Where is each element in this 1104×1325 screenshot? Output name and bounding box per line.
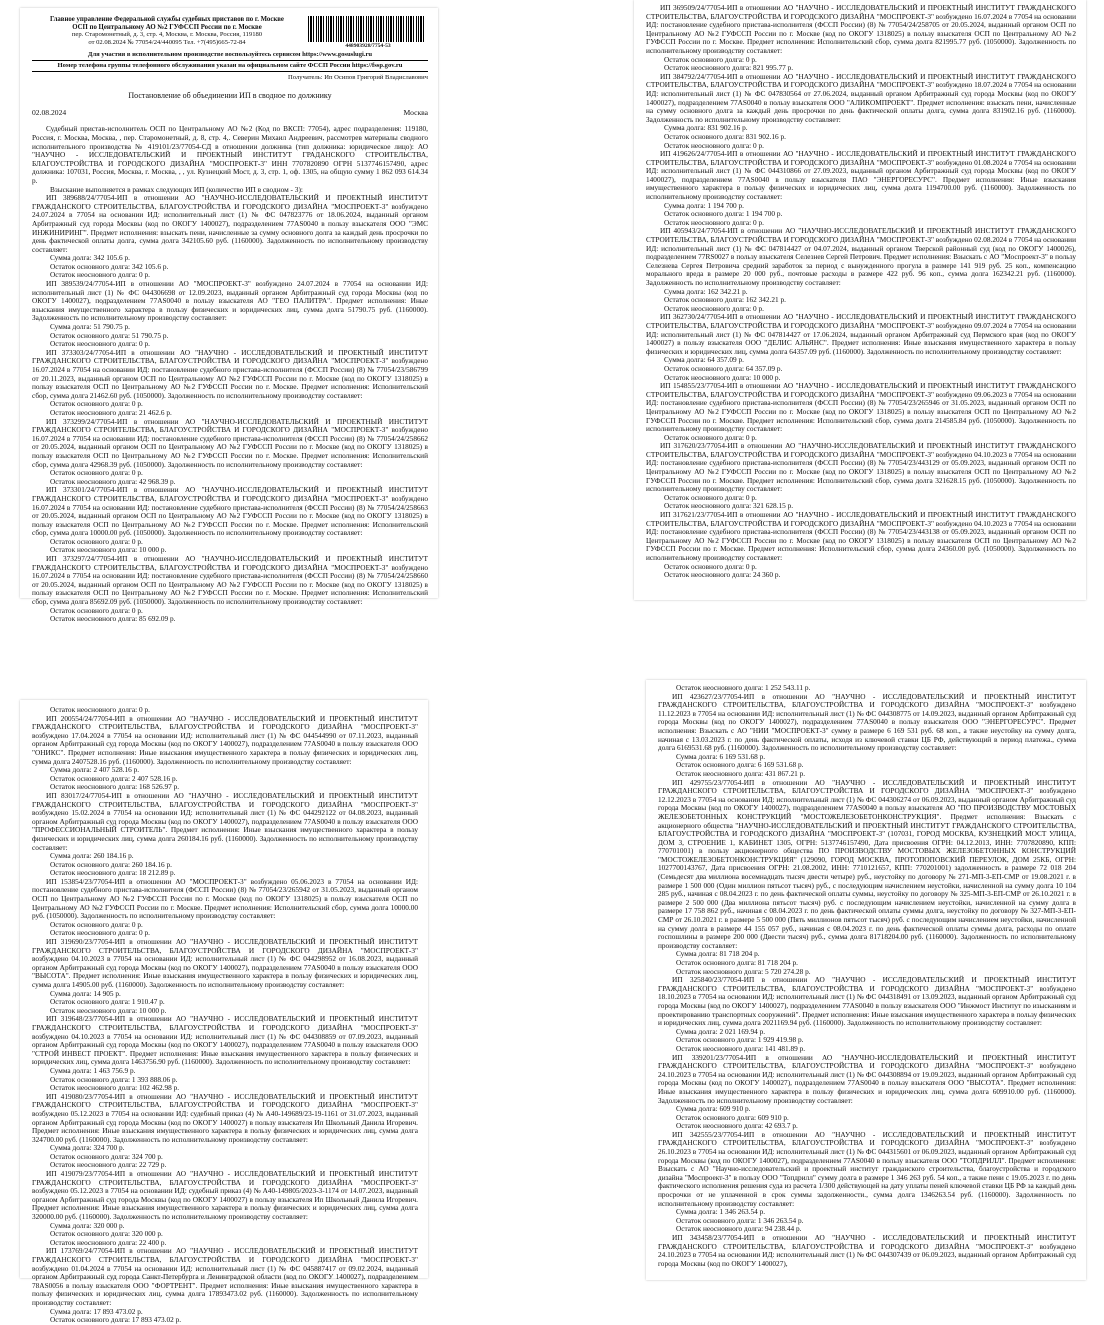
proceeding-block — [32, 1247, 418, 1324]
proceeding-block — [32, 715, 418, 792]
recipient-line: Получатель: Ип Осипов Григорий Владиславович — [288, 73, 428, 81]
proceeding-description: ИП 373301/24/77054-ИП в отношении АО "НАУЧНО-ИССЛЕДОВАТЕЛЬСКИЙ И ПРОЕКТНЫЙ ИНСТИТУТ ГРАЖДАНСКОГО СТРОИТЕЛЬСТВА, БЛАГОУСТРОЙСТВА И ГОРОДСКОГО ДИЗАЙНА "МОСПРОЕКТ-3" возбуждено 16.07.2024 в 77054 на основании ИД: постановление судебного пристава-исполнителя (ФССП России) (8) № 77054/24/258663 от 20.05.2024, выданный органом ОСП по Центральному АО №2 ГУФССП России по г. Москве (код по ОКОГУ 1318025) в пользу взыскателя ОСП по Центральному АО №2 ГУФССП России по г. Москве. Предмет исполнения: Исполнительский сбор, сумма долга 10000.00 руб. (1050000). Задолженность по исполнительному производству составляет: — [32, 485, 428, 538]
divider — [32, 71, 428, 72]
proceeding-description: ИП 384792/24/77054-ИП в отношении АО "НАУЧНО - ИССЛЕДОВАТЕЛЬСКИЙ И ПРОЕКТНЫЙ ИНСТИТУТ ГРАЖДАНСКОГО СТРОИТЕЛЬСТВА, БЛАГОУСТРОЙСТВА И ГОРОДСКОГО ДИЗАЙНА "МОСПРОЕКТ-3" возбуждено 18.07.2024 в 77054 на основании ИД: исполнительный лист (1) № ФС 047830564 от 27.06.2024, выданный органом Арбитражный суд города Москвы (код по ОКОГУ 1400027), подразделением 77AS0040 в пользу взыскателя ООО "АЛИКОМПРОЕКТ". Предмет исполнения: взыскать пени, начисленные на сумму основного долга за каждый день просрочки по день фактической оплаты долга, сумма долга 831902.16 руб. (1160000). Задолженность по исполнительному производству составляет: — [646, 71, 1076, 124]
document-page-3 — [20, 700, 428, 1325]
debt-line: Сумма долга: 51 790.75 р. — [50, 322, 130, 332]
proceeding-description: ИП 389539/24/77054-ИП в отношении АО "МОСПРОЕКТ-3" возбуждено 24.07.2024 в 77054 на основании ИД: исполнительный лист (1) № ФС 044306698 от 12.09.2023, выданный органом Арбитражный суд города Москвы (код по ОКОГУ 1400027), подразделением 77AS0040 в пользу взыскателя АО "ГЕО ПАЛИТРА". Предмет исполнения: Иные взыскания имущественного характера в пользу физических и юридических лиц, сумма долга 51790.75 руб. (1160000). Задолженность по исполнительному производству составляет: — [32, 279, 428, 323]
debt-line: Остаток основного долга: 0 р. — [664, 432, 757, 442]
debt-line: Остаток неосновного долга: 431 867.21 р. — [676, 768, 806, 778]
proceeding-block — [646, 511, 1076, 580]
debt-line: Сумма долга: 609 910 р. — [676, 1104, 751, 1114]
proceeding-description: ИП 423627/23/77054-ИП в отношении АО "НАУЧНО - ИССЛЕДОВАТЕЛЬСКИЙ И ПРОЕКТНЫЙ ИНСТИТУТ ГРАЖДАНСКОГО СТРОИТЕЛЬСТВА, БЛАГОУСТРОЙСТВА И ГОРОДСКОГО ДИЗАЙНА "МОСПРОЕКТ-3" возбуждено 11.12.2023 в 77054 на основании ИД: исполнительный лист (1) № ФС 044308775 от 14.09.2023, выданный органом Арбитражный суд города Москвы (код по ОКОГУ 1400027), подразделением 77AS0040 в пользу взыскателя ООО "ЭНЕРГОРЕСУРС". Предмет исполнения: Взыскать с АО "НИИ "МОСПРОЕКТ-3" сумму в размере 6 169 531 руб. 68 коп., а также неустойку на сумму долга, начиная с 13.03.2023 г. по день фактической оплаты, исходя из ключевой ставки ЦБ РФ, действующий в период платежа., сумма долга 6169531.68 руб. (1160000). Задолженность по исполнительному производству составляет: — [658, 691, 1076, 753]
debt-line: Остаток неосновного долга: 85 692.09 р. — [50, 614, 176, 624]
proceeding-block — [646, 4, 1076, 73]
proceeding-description: ИП 317621/23/77054-ИП в отношении АО "НАУЧНО - ИССЛЕДОВАТЕЛЬСКИЙ И ПРОЕКТНЫЙ ИНСТИТУТ ГРАЖДАНСКОГО СТРОИТЕЛЬСТВА, БЛАГОУСТРОЙСТВА И ГОРОДСКОГО ДИЗАЙНА "МОСПРОЕКТ-3" возбуждено 04.10.2023 в 77054 на основании ИД: постановление судебного пристава-исполнителя (ФССП России) (8) № 77054/23/443138 от 05.09.2023, выданный органом ОСП по Центральному АО №2 ГУФССП России по г. Москве (код по ОКОГУ 1318025) в пользу взыскателя ОСП по Центральному АО №2 ГУФССП России по г. Москве. Предмет исполнения: Исполнительский сбор, сумма долга 24360.00 руб. (1050000). Задолженность по исполнительному производству составляет: — [646, 510, 1076, 562]
debt-line: Остаток основного долга: 6 169 531.68 р. — [676, 760, 804, 770]
proceeding-block — [32, 486, 428, 555]
intro-paragraph: Судебный пристав-исполнитель ОСП по Центральному АО №2 (Код по ВКСП: 77054), адрес подразделения: 119180, Россия, г. Москва, Москва, , пер. Старомонетный, д. 8, стр. 4,. Северин Михаил Андреевич, рассмотрев материалы сводного исполнительного производства № 419101/23/77054-СД в отношении должника (тип должника: юридическое лицо): АО "НАУЧНО - ИССЛЕДОВАТЕЛЬСКИЙ И ПРОЕКТНЫЙ ИНСТИТУТ ГРАДАНСКОГО СТРОИТЕЛЬСТВА, БЛАГОУСТРОЙСТВА И ГОРОДСКОГО ДИЗАЙНА "МОСПРОЕКТ-3" ИНН 7707820890 ОГРН 5137746157490, адрес должника: 107031, Россия, Москва, г. Москва, , , ул. Кузнецкий Мост, д. 3, стр. 1, оф. 1305, на общую сумму 1 862 093 614.34 р. — [32, 124, 428, 185]
document-title: Постановление об объединении ИП в сводное по должнику — [128, 91, 332, 101]
debt-line: Сумма долга: 1 194 700 р. — [664, 200, 744, 210]
debt-line: Сумма долга: 260 184.16 р. — [50, 851, 134, 861]
proceedings-list — [32, 715, 418, 1325]
debt-line: Остаток неосновного долга: 102 462.98 р. — [50, 1083, 180, 1093]
proceeding-block — [32, 555, 428, 624]
debt-line: Сумма долга: 342 105.6 р. — [50, 253, 130, 263]
debt-line: Сумма долга: 320 000 р. — [50, 1220, 125, 1230]
proceeding-description: ИП 342555/23/77054-ИП в отношении АО "НАУЧНО - ИССЛЕДОВАТЕЛЬСКИЙ И ПРОЕКТНЫЙ ИНСТИТУТ ГРАЖДАНСКОГО СТРОИТЕЛЬСТВА, БЛАГОУСТРОЙСТВА И ГОРОДСКОГО ДИЗАЙНА "МОСПРОЕКТ-3" возбуждено 26.10.2023 в 77054 на основании ИД: исполнительный лист (1) № ФС 044315601 от 06.09.2023, выданный органом Арбитражный суд города Москвы (код по ОКОГУ 1400027), подразделением 77AS0040 в пользу взыскателя ООО "ТОПДРИЛЛ". Предмет исполнения: Взыскать с АО "Научно-исследовательский и проектный институт гражданского строительства, благоустройства и городского дизайна "Моспроект-3" в пользу ООО "Топдрилл" сумму долга в размере 1 346 263 руб. 54 коп., а также пени с 19.05.2023 г. по день фактического исполнения решения суда из расчета 1/300 действующей на дату уплаты пеней ключевой ставки ЦБ РФ за каждый день просрочки от не уплаченной в срок суммы задолженности., сумма долга 1346263.54 руб. (1160000). Задолженность по исполнительному производству составляет: — [658, 1129, 1076, 1208]
debt-line: Остаток неосновного долга: 5 720 274.28 р. — [676, 966, 811, 976]
proceeding-description: ИП 325840/23/77054-ИП в отношении АО "НАУЧНО - ИССЛЕДОВАТЕЛЬСКИЙ И ПРОЕКТНЫЙ ИНСТИТУТ ГРАЖДАНСКОГО СТРОИТЕЛЬСТВА, БЛАГОУСТРОЙСТВА И ГОРОДСКОГО ДИЗАЙНА "МОСПРОЕКТ-3" возбуждено 18.10.2023 в 77054 на основании ИД: исполнительный лист (1) № ФС 044318491 от 13.09.2023, выданный органом Арбитражный суд города Москвы (код по ОКОГУ 1400027), подразделением 77AS0040 в пользу взыскателя ООО "Инжмост Институт по изысканиям и проектированию транспортных сооружений". Предмет исполнения: Иные взыскания имущественного характера в пользу физических и юридических лиц, сумма долга 2021169.94 руб. (1160000). Задолженность по исполнительному производству составляет: — [658, 975, 1076, 1028]
debt-line: Остаток неосновного долга: 141 481.89 р. — [676, 1043, 806, 1053]
barcode-image — [308, 16, 426, 42]
debt-line: Остаток основного долга: 320 000 р. — [50, 1229, 163, 1239]
proceeding-block — [32, 938, 418, 1015]
debt-line: Сумма долга: 831 902.16 р. — [664, 123, 748, 133]
debt-line: Остаток основного долга: 0 р. — [50, 605, 143, 615]
proceeding-description: ИП 319690/23/77054-ИП в отношении АО "НАУЧНО - ИССЛЕДОВАТЕЛЬСКИЙ И ПРОЕКТНЫЙ ИНСТИТУТ ГРАЖДАНСКОГО СТРОИТЕЛЬСТВА, БЛАГОУСТРОЙСТВА И ГОРОДСКОГО ДИЗАЙНА "МОСПРОЕКТ-3" возбуждено 04.10.2023 в 77054 на основании ИД: исполнительный лист (1) № ФС 044298952 от 16.08.2023, выданный органом Арбитражный суд города Москвы (код по ОКОГУ 1400027), подразделением 77AS0040 в пользу взыскателя ООО "ВЫСОТА". Предмет исполнения: Иные взыскания имущественного характера в пользу физических и юридических лиц, сумма долга 14905.00 руб. (1160000). Задолженность по исполнительному производству составляет: — [32, 937, 418, 989]
phone-group-note: Номер телефона группы телефонного обслуживания указан на официальном сайте ФССП России https://fssp.gov.ru — [57, 61, 403, 69]
debt-line: Сумма долга: 14 905 р. — [50, 988, 121, 998]
proceeding-block — [658, 693, 1076, 779]
debt-line: Остаток неосновного долга: 0 р. — [50, 928, 150, 938]
document-city: Москва — [403, 107, 428, 117]
proceeding-description: ИП 343458/23/77054-ИП в отношении АО "НАУЧНО - ИССЛЕДОВАТЕЛЬСКИЙ И ПРОЕКТНЫЙ ИНСТИТУТ ГРАЖДАНСКОГО СТРОИТЕЛЬСТВА, БЛАГОУСТРОЙСТВА И ГОРОДСКОГО ДИЗАЙНА "МОСПРОЕКТ-3" возбуждено 24.10.2023 в 77054 на основании ИД: исполнительный лист (1) № ФС 044307439 от 06.09.2023, выданный органом Арбитражный суд города Москвы (код по ОКОГУ 1400027), — [658, 1233, 1076, 1268]
debt-line: Остаток основного долга: 342 105.6 р. — [50, 261, 169, 271]
proceeding-block — [646, 227, 1076, 313]
debt-line: Остаток неосновного долга: 0 р. — [50, 270, 150, 280]
debt-line: Остаток основного долга: 51 790.75 р. — [50, 330, 169, 340]
debt-line: Сумма долга: 2 021 169.94 р. — [676, 1026, 766, 1036]
debt-line: Остаток основного долга: 0 р. — [50, 919, 143, 929]
proceeding-description: ИП 389688/24/77054-ИП в отношении АО "НАУЧНО-ИССЛЕДОВАТЕЛЬСКИЙ И ПРОЕКТНЫЙ ИНСТИТУТ ГРАЖДАНСКОГО СТРОИТЕЛЬСТВА, БЛАГОУСТРОЙСТВА И ГОРОДСКОГО ДИЗАЙНА "МОСПРОЕКТ-3" возбуждено 24.07.2024 в 77054 на основании ИД: исполнительный лист (1) № ФС 047823776 от 18.06.2024, выданный органом Арбитражный суд города Москвы (код по ОКОГУ 1400027), подразделением 77AS0040 в пользу взыскателя ООО "ЭМС ИНЖИНИРИНГ". Предмет исполнения: взыскать пени, начисленные за сумму основного долга за каждый день просрочки по день фактической оплаты долга, сумма долга 342105.60 руб. (1160000). Задолженность по исполнительному производству составляет: — [32, 193, 428, 254]
debt-line: Остаток основного долга: 831 902.16 р. — [664, 131, 786, 141]
agency-name: Главное управление Федеральной службы судебных приставов по г. Москве — [50, 16, 284, 23]
debt-line: Сумма долга: 64 357.09 р. — [664, 355, 744, 365]
department-phone: от 02.08.2024 № 77054/24/440095 Тел. +7(495)665-72-84 — [88, 38, 246, 46]
debt-line: Остаток неосновного долга: 821 995.77 р. — [664, 63, 794, 73]
proceeding-block — [32, 1093, 418, 1170]
proceeding-block — [32, 418, 428, 487]
date-row — [32, 109, 428, 118]
proceeding-block — [658, 1234, 1076, 1268]
debt-line: Сумма долга: 1 346 263.54 р. — [676, 1207, 766, 1217]
proceeding-block — [658, 1131, 1076, 1234]
proceeding-block — [32, 194, 428, 280]
proceeding-description: ИП 419079/23/77054-ИП в отношении АО "НАУЧНО - ИССЛЕДОВАТЕЛЬСКИЙ И ПРОЕКТНЫЙ ИНСТИТУТ ГРАЖДАНСКОГО СТРОИТЕЛЬСТВА, БЛАГОУСТРОЙСТВА И ГОРОДСКОГО ДИЗАЙНА "МОСПРОЕКТ-3" возбуждено 05.12.2023 в 77054 на основании ИД: судебный приказ (4) № А40-149805/2023-3-1174 от 14.07.2023, выданный органом Арбитражный суд города Москвы (код по ОКОГУ 1400027) в пользу взыскателя Ип Школьный Данила Игоревич. Предмет исполнения: Иные взыскания имущественного характера в пользу физических и юридических лиц, сумма долга 320000.00 руб. (1160000). Задолженность по исполнительному производству составляет: — [32, 1169, 418, 1222]
proceeding-description: ИП 339201/23/77054-ИП в отношении АО "НАУЧНО-ИССЛЕДОВАТЕЛЬСКИЙ И ПРОЕКТНЫЙ ИНСТИТУТ ГРАЖДАНСКОГО СТРОИТЕЛЬСТВА, БЛАГОУСТРОЙСТВА И ГОРОДСКОГО ДИЗАЙНА "МОСПРОЕКТ-3" возбуждено 24.10.2023 в 77054 на основании ИД: исполнительный лист (1) № ФС 044308894 от 19.09.2023, выданный органом Арбитражный суд города Москвы (код по ОКОГУ 1400027), подразделением 77AS0040 в пользу взыскателя ООО "ВЫСОТА". Предмет исполнения: Иные взыскания имущественного характера в пользу физических и юридических лиц, сумма долга 609910.00 руб. (1160000). Задолженность по исполнительному производству составляет: — [658, 1052, 1076, 1105]
proceedings-list — [32, 194, 428, 624]
proceeding-description: ИП 419626/24/77054-ИП в отношении АО "НАУЧНО - ИССЛЕДОВАТЕЛЬСКИЙ И ПРОЕКТНЫЙ ИНСТИТУТ ГРАЖДАНСКОГО СТРОИТЕЛЬСТВА, БЛАГОУСТРОЙСТВА И ГОРОДСКОГО ДИЗАЙНА "МОСПРОЕКТ-3" возбуждено 01.08.2024 в 77054 на основании ИД: исполнительный лист (1) № ФС 044310866 от 27.09.2023, выданный органом Арбитражный суд города Москвы (код по ОКОГУ 1400027), подразделением 77AS0040 в пользу взыскателя ПАО "ЭНЕРГОРЕСУРС". Предмет исполнения: Иные взыскания имущественного характера в пользу физических и юридических лиц, сумма долга 1194700.00 руб. (1160000). Задолженность по исполнительному производству составляет: — [646, 149, 1076, 202]
department-name: ОСП по Центральному АО №2 ГУФССП России по г. Москве — [72, 23, 262, 31]
debt-line: Остаток основного долга: 1 393 888.06 р. — [50, 1074, 178, 1084]
debt-line: Сумма долга: 17 893 473.02 р. — [50, 1306, 143, 1316]
proceeding-description: ИП 317620/23/77054-ИП в отношении АО "НАУЧНО-ИССЛЕДОВАТЕЛЬСКИЙ И ПРОЕКТНЫЙ ИНСТИТУТ ГРАЖДАНСКОГО СТРОИТЕЛЬСТВА, БЛАГОУСТРОЙСТВА И ГОРОДСКОГО ДИЗАЙНА "МОСПРОЕКТ-3" возбуждено 04.10.2023 в 77054 на основании ИД: постановление судебного пристава-исполнителя (ФССП России) (8) № 77054/23/443129 от 05.09.2023, выданный органом ОСП по Центральному АО №2 ГУФССП России по г. Москве (код по ОКОГУ 1318025) в пользу взыскателя ОСП по Центральному АО №2 ГУФССП России по г. Москве. Предмет исполнения: Исполнительский сбор, сумма долга 321628.15 руб. (1050000). Задолженность по исполнительному производству составляет: — [646, 441, 1076, 494]
debt-line: Сумма долга: 2 407 528.16 р. — [50, 765, 140, 775]
debt-line: Остаток неосновного долга: 94 238.44 р. — [676, 1224, 802, 1234]
document-page-2 — [634, 0, 1086, 600]
debt-line: Остаток неосновного долга: 24 360 р. — [664, 570, 781, 580]
debt-line: Остаток неосновного долга: 42 693.7 р. — [676, 1121, 798, 1131]
debt-line: Остаток основного долга: 2 407 528.16 р. — [50, 773, 178, 783]
debt-line: Остаток неосновного долга: 0 р. — [50, 339, 150, 349]
debt-line: Сумма долга: 6 169 531.68 р. — [676, 751, 766, 761]
debt-line: Остаток неосновного долга: 22 729 р. — [50, 1160, 167, 1170]
debt-line: Остаток основного долга: 324 700 р. — [50, 1151, 163, 1161]
debt-line: Остаток основного долга: 0 р. — [50, 399, 143, 409]
debt-line: Сумма долга: 162 342.21 р. — [664, 286, 748, 296]
proceeding-description: ИП 373297/24/77054-ИП в отношении АО "НАУЧНО-ИССЛЕДОВАТЕЛЬСКИЙ И ПРОЕКТНЫЙ ИНСТИТУТ ГРАЖДАНСКОГО СТРОИТЕЛЬСТВА, БЛАГОУСТРОЙСТВА И ГОРОДСКОГО ДИЗАЙНА "МОСПРОЕКТ-3" возбуждено 16.07.2024 в 77054 на основании ИД: постановление судебного пристава-исполнителя (ФССП России) (8) № 77054/24/258660 от 20.05.2024, выданный органом ОСП по Центральному АО №2 ГУФССП России по г. Москве (код по ОКОГУ 1318025) в пользу взыскателя ОСП по Центральному АО №2 ГУФССП России по г. Москве. Предмет исполнения: Исполнительский сбор, сумма долга 85692.09 руб. (1050000). Задолженность по исполнительному производству составляет: — [32, 554, 428, 607]
debt-line: Остаток неосновного долга: 168 526.97 р. — [50, 782, 180, 792]
proceeding-block — [32, 280, 428, 349]
proceeding-block — [32, 349, 428, 418]
debt-line: Остаток неосновного долга: 18 212.89 р. — [50, 868, 176, 878]
document-date: 02.08.2024 — [32, 107, 67, 117]
proceeding-block — [32, 1015, 418, 1092]
letterhead — [32, 16, 428, 51]
letterhead-text — [32, 16, 302, 46]
debt-line: Остаток неосновного долга: 0 р. — [664, 140, 764, 150]
proceeding-block — [646, 442, 1076, 511]
debt-line: Сумма долга: 81 718 204 р. — [676, 949, 760, 959]
debt-line: Остаток основного долга: 64 357.09 р. — [664, 363, 783, 373]
proceeding-description: ИП 154855/23/77054-ИП в отношении АО "НАУЧНО - ИССЛЕДОВАТЕЛЬСКИЙ И ПРОЕКТНЫЙ ИНСТИТУТ ГРАЖДАНСКОГО СТРОИТЕЛЬСТВА, БЛАГОУСТРОЙСТВА И ГОРОДСКОГО ДИЗАЙНА "МОСПРОЕКТ-3" возбуждено 09.06.2023 в 77054 на основании ИД: постановление судебного пристава-исполнителя (ФССП России) (8) № 77054/23/265946 от 31.05.2023, выданный органом ОСП по Центральному АО №2 ГУФССП России по г. Москве (код по ОКОГУ 1318025) в пользу взыскателя ОСП по Центральному АО №2 ГУФССП России по г. Москве. Предмет исполнения: Исполнительский сбор, сумма долга 214585.84 руб. (1050000). Задолженность по исполнительному производству составляет: — [646, 381, 1076, 434]
debt-line: Остаток неосновного долга: 0 р. — [664, 217, 764, 227]
divider — [32, 60, 428, 61]
debt-line: Остаток основного долга: 162 342.21 р. — [664, 295, 786, 305]
debt-line: Остаток основного долга: 0 р. — [50, 468, 143, 478]
proceeding-block — [32, 1170, 418, 1247]
debt-line: Остаток неосновного долга: 21 462.6 р. — [50, 407, 172, 417]
proceeding-description: ИП 319648/23/77054-ИП в отношении АО "НАУЧНО - ИССЛЕДОВАТЕЛЬСКИЙ И ПРОЕКТНЫЙ ИНСТИТУТ ГРАЖДАНСКОГО СТРОИТЕЛЬСТВА, БЛАГОУСТРОЙСТВА И ГОРОДСКОГО ДИЗАЙНА "МОСПРОЕКТ-3" возбуждено 04.10.2023 в 77054 на основании ИД: исполнительный лист (1) № ФС 044308859 от 07.09.2023, выданный органом Арбитражный суд города Москвы (код по ОКОГУ 1400027), подразделением 77AS0040 в пользу взыскателя ООО "СТРОЙ ИНВЕСТ ПРОЕКТ". Предмет исполнения: Иные взыскания имущественного характера в пользу физических и юридических лиц, сумма долга 1463756.90 руб. (1160000). Задолженность по исполнительному производству составляет: — [32, 1014, 418, 1067]
proceeding-description: ИП 373299/24/77054-ИП в отношении АО "НАУЧНО-ИССЛЕДОВАТЕЛЬСКИЙ И ПРОЕКТНЫЙ ИНСТИТУТ ГРАЖДАНСКОГО СТРОИТЕЛЬСТВА, БЛАГОУСТРОЙСТВА И ГОРОДСКОГО ДИЗАЙНА "МОСПРОЕКТ-3" возбуждено 16.07.2024 в 77054 на основании ИД: постановление судебного пристава-исполнителя (ФССП России) (8) № 77054/24/258662 от 20.05.2024, выданный органом ОСП по Центральному АО №2 ГУФССП России по г. Москве (код по ОКОГУ 1318025) в пользу взыскателя ОСП по Центральному АО №2 ГУФССП России по г. Москве. Предмет исполнения: Исполнительский сбор, сумма долга 42968.39 руб. (1050000). Задолженность по исполнительному производству составляет: — [32, 416, 428, 469]
debt-line: Остаток основного долга: 1 929 419.98 р. — [676, 1035, 804, 1045]
proceeding-description: ИП 153854/23/77054-ИП в отношении АО "МОСПРОЕКТ-3" возбуждено 05.06.2023 в 77054 на основании ИД: постановление судебного пристава-исполнителя (ФССП России) (8) № 77054/23/265942 от 31.05.2023, выданный органом ОСП по Центральному АО №2 ГУФССП России по г. Москве (код по ОКОГУ 1318025) в пользу взыскателя ОСП по Центральному АО №2 ГУФССП России по г. Москве. Предмет исполнения: Исполнительский сбор, сумма долга 10000.00 руб. (1050000). Задолженность по исполнительному производству составляет: — [32, 876, 418, 921]
barcode-block — [308, 16, 428, 51]
debt-line: Остаток неосновного долга: 321 628.15 р. — [664, 501, 794, 511]
debt-line: Остаток основного долга: 1 194 700 р. — [664, 209, 783, 219]
gosuslugi-note: Для участия в исполнительном производстве воспользуйтесь сервисом https://www.gosuslugi.ru — [87, 50, 373, 58]
proceeding-description: ИП 369509/24/77054-ИП в отношении АО "НАУЧНО - ИССЛЕДОВАТЕЛЬСКИЙ И ПРОЕКТНЫЙ ИНСТИТУТ ГРАЖДАНСКОГО СТРОИТЕЛЬСТВА, БЛАГОУСТРОЙСТВА И ГОРОДСКОГО ДИЗАЙНА "МОСПРОЕКТ-3" возбуждено 16.07.2024 в 77054 на основании ИД: постановление судебного пристава-исполнителя (ФССП России) (8) № 77054/24/258705 от 20.05.2024, выданный органом ОСП по Центральному АО №2 ГУФССП России по г. Москве (код по ОКОГУ 1318025) в пользу взыскателя ОСП по Центральному АО №2 ГУФССП России по г. Москве. Предмет исполнения: Исполнительский сбор, сумма долга 821995.77 руб. (1050000). Задолженность по исполнительному производству составляет: — [646, 3, 1076, 55]
proceedings-list — [646, 4, 1076, 580]
proceeding-block — [658, 779, 1076, 977]
barcode-number: 448903928/7754-53 — [345, 43, 391, 49]
debt-line: Остаток неосновного долга: 0 р. — [664, 303, 764, 313]
proceeding-block — [32, 878, 418, 938]
debt-line: Остаток основного долга: 0 р. — [50, 536, 143, 546]
proceeding-description: ИП 405943/24/77054-ИП в отношении АО "НАУЧНО-ИССЛЕДОВАТЕЛЬСКИЙ И ПРОЕКТНЫЙ ИНСТИТУТ ГРАЖДАНСКОГО СТРОИТЕЛЬСТВА, БЛАГОУСТРОЙСТВА И ГОРОДСКОГО ДИЗАЙНА "МОСПРОЕКТ-3" возбуждено 02.08.2024 в 77054 на основании ИД: исполнительный лист (1) № ФС 047814427 от 04.07.2024, выданный органом Тверской районный суд (код по ОКОГУ 1400026), подразделением 77RS0027 в пользу взыскателя Селезнев Сергей Петрович. Предмет исполнения: Взыскать с АО "Моспроект-3" в пользу Селезнева Сергея Петровича средний заработок за период с вынужденного прогула в размере 141 919 руб. 25 коп., компенсацию морального вреда в размере 20 000 руб., почтовые расходы в размере 422 руб. 96 коп., сумма долга 162342.21 руб. (1160000). Задолженность по исполнительному производству составляет: — [646, 226, 1076, 287]
proceeding-block — [646, 382, 1076, 442]
proceeding-description: ИП 200554/24/77054-ИП в отношении АО "НАУЧНО - ИССЛЕДОВАТЕЛЬСКИЙ И ПРОЕКТНЫЙ ИНСТИТУТ ГРАЖДАНСКОГО СТРОИТЕЛЬСТВА, БЛАГОУСТРОЙСТВА И ГОРОДСКОГО ДИЗАЙНА "МОСПРОЕКТ-3" возбуждено 17.04.2024 в 77054 на основании ИД: исполнительный лист (1) № ФС 044544990 от 07.11.2023, выданный органом Арбитражный суд города Москвы (код по ОКОГУ 1400027), подразделением 77AS0040 в пользу взыскателя ООО "ОНИКС". Предмет исполнения: Иные взыскания имущественного характера в пользу физических и юридических лиц, сумма долга 2407528.16 руб. (1160000). Задолженность по исполнительному производству составляет: — [32, 713, 418, 766]
enforcement-line: Взыскание выполняется в рамках следующих ИП (количество ИП в сводном - 3): — [50, 184, 303, 194]
proceeding-block — [658, 1054, 1076, 1131]
debt-line: Сумма долга: 324 700 р. — [50, 1143, 125, 1153]
debt-line: Остаток основного долга: 0 р. — [664, 561, 757, 571]
document-page-4 — [646, 680, 1086, 1280]
debt-line: Остаток неосновного долга: 10 000 р. — [664, 372, 781, 382]
debt-line: Остаток основного долга: 260 184.16 р. — [50, 859, 172, 869]
document-page-1 — [20, 8, 438, 624]
proceeding-block — [658, 976, 1076, 1053]
debt-line: Сумма долга: 1 463 756.9 р. — [50, 1065, 136, 1075]
debt-line: Остаток неосновного долга: 10 000 р. — [50, 545, 167, 555]
debt-line: Остаток неосновного долга: 22 400 р. — [50, 1237, 167, 1247]
debt-line: Остаток основного долга: 0 р. — [664, 492, 757, 502]
proceedings-list — [658, 693, 1076, 1269]
proceeding-block — [646, 150, 1076, 227]
debt-line: Остаток основного долга: 0 р. — [664, 54, 757, 64]
debt-line: Остаток неосновного долга: 1 252 543.11 р. — [676, 683, 811, 692]
debt-line: Остаток неосновного долга: 42 968.39 р. — [50, 476, 176, 486]
proceeding-description: ИП 83017/24/77054-ИП в отношении АО "НАУЧНО - ИССЛЕДОВАТЕЛЬСКИЙ И ПРОЕКТНЫЙ ИНСТИТУТ ГРАЖДАНСКОГО СТРОИТЕЛЬСТВА, БЛАГОУСТРОЙСТВА И ГОРОДСКОГО ДИЗАЙНА "МОСПРОЕКТ-3" возбуждено 15.02.2024 в 77054 на основании ИД: исполнительный лист (1) № ФС 044292122 от 04.08.2023, выданный органом Арбитражный суд города Москвы (код по ОКОГУ 1400027), подразделением 77AS0040 в пользу взыскателя ООО "ПРОФЕССИОНАЛЬНЫЙ СТРОИТЕЛЬ". Предмет исполнения: Иные взыскания имущественного характера в пользу физических и юридических лиц, сумма долга 260184.16 руб. (1160000). Задолженность по исполнительному производству составляет: — [32, 790, 418, 852]
proceeding-description: ИП 362730/24/77054-ИП в отношении АО "НАУЧНО - ИССЛЕДОВАТЕЛЬСКИЙ И ПРОЕКТНЫЙ ИНСТИТУТ ГРАЖДАНСКОГО СТРОИТЕЛЬСТВА, БЛАГОУСТРОЙСТВА И ГОРОДСКОГО ДИЗАЙНА "МОСПРОЕКТ-3" возбуждено 09.07.2024 в 77054 на основании ИД: исполнительный лист (1) № ФС 047814427 от 17.06.2024, выданный органом Арбитражный суд Пермского края (код по ОКОГУ 1400027) в пользу взыскателя ООО "ДЕЛИС АЛЬЯНС". Предмет исполнения: Иные взыскания имущественного характера в пользу физических и юридических лиц, сумма долга 64357.09 руб. (1160000). Задолженность по исполнительному производству составляет: — [646, 312, 1076, 356]
proceeding-description: ИП 419080/23/77054-ИП в отношении АО "НАУЧНО - ИССЛЕДОВАТЕЛЬСКИЙ И ПРОЕКТНЫЙ ИНСТИТУТ ГРАЖДАНСКОГО СТРОИТЕЛЬСТВА, БЛАГОУСТРОЙСТВА И ГОРОДСКОГО ДИЗАЙНА "МОСПРОЕКТ-3" возбуждено 05.12.2023 в 77054 на основании ИД: судебный приказ (4) № А40-149689/23-19-1161 от 31.07.2023, выданный органом Арбитражный суд города Москвы (код по ОКОГУ 1400027) в пользу взыскателя Ип Школьный Данила Игоревич. Предмет исполнения: Иные взыскания имущественного характера в пользу физических и юридических лиц, сумма долга 324700.00 руб. (1160000). Задолженность по исполнительному производству составляет: — [32, 1091, 418, 1144]
proceeding-block — [646, 73, 1076, 150]
proceeding-block — [32, 792, 418, 878]
proceeding-description: ИП 429755/23/77054-ИП в отношении АО "НАУЧНО - ИССЛЕДОВАТЕЛЬСКИЙ И ПРОЕКТНЫЙ ИНСТИТУТ ГРАЖДАНСКОГО СТРОИТЕЛЬСТВА, БЛАГОУСТРОЙСТВА И ГОРОДСКОГО ДИЗАЙНА "МОСПРОЕКТ-3" возбуждено 12.12.2023 в 77054 на основании ИД: исполнительный лист (1) № ФС 044306274 от 06.09.2023, выданный органом Арбитражный суд города Москвы (код по ОКОГУ 1400027), подразделением 77AS0040 в пользу взыскателя АО "ПО ПРОИЗВОДСТВУ МОСТОВЫХ ЖЕЛЕЗОБЕТОННЫХ КОНСТРУКЦИЙ "МОСТОЖЕЛЕЗОБЕТОНКОНСТРУКЦИЯ". Предмет исполнения: Взыскать с акционерного общества "НАУЧНО-ИССЛЕДОВАТЕЛЬСКИЙ И ПРОЕКТНЫЙ ИНСТИТУТ ГРАЖДАНСКОГО СТРОИТЕЛЬСТВА, БЛАГОУСТРОЙСТВА И ГОРОДСКОГО ДИЗАЙНА "МОСПРОЕКТ-3" (107031, ГОРОД МОСКВА, КУЗНЕЦКИЙ МОСТ УЛИЦА, ДОМ 3, СТРОЕНИЕ 1, КАБИНЕТ 1305, ОГРН: 5137746157490, Дата присвоения ОГРН: 04.12.2013, ИНН: 7707820890, КПП: 770701001) в пользу акционерного общества ПО ПРОИЗВОДСТВУ МОСТОВЫХ ЖЕЛЕЗОБЕТОННЫХ КОНСТРУКЦИЙ "МОСТОЖЕЛЕЗОБЕТОНКОНСТРУКЦИЯ" (129090, ГОРОД МОСКВА, ПРОТОПОПОВСКИЙ ПЕРЕУЛОК, ДОМ 25КБ, ОГРН: 1027700143767, Дата присвоения ОГРН: 21.08.2002, ИНН: 7710121657, КПП: 770201001) задолженность в размере 72 018 204 (Семьдесят два миллиона восемнадцать тысяч двести четыре) руб., неустойку по договору № 271-МП-3-ЕП-СМР от 19.08.2021 г. в размере 1 500 000 (Один миллион пятьсот тысяч) руб., с последующим начислением неустойки, начисленной на сумму долга 10 104 285 руб., начиная с 08.04.2023 г. по день фактической оплаты суммы, неустойку по договору № 325-МП-3-ЕП-СМР от 26.10.2021 г. в размере 2 500 000 (Два миллиона пятьсот тысяч) руб. с последующим начислением неустойки, начисленной на сумму долга в размере 17 758 862 руб., начиная с 08.04.2023 г. по день фактической оплаты суммы долга, неустойку по договору № 327-МП-3-ЕП-СМР от 26.10.2021 г. в размере 5 500 000 (Пять миллионов пятьсот тысяч) руб. с последующим начислением неустойки, начисленной на сумму долга в размере 44 155 057 руб., начиная с 08.04.2023 г. по день фактической оплаты суммы долга, расходы по оплате госпошлины в размере 200 000 (Двести тысяч) руб., сумма долга 81718204.00 руб. (1160000). Задолженность по исполнительному производству составляет: — [658, 777, 1076, 950]
debt-line: Остаток неосновного долга: 0 р. — [50, 705, 150, 714]
debt-line: Остаток основного долга: 81 718 204 р. — [676, 958, 798, 967]
department-address: пер. Старомонетный, д. 3, стр. 4, Москва, г. Москва, Россия, 119180 — [71, 31, 263, 39]
debt-line: Остаток неосновного долга: 10 000 р. — [50, 1005, 167, 1015]
debt-line: Остаток основного долга: 609 910 р. — [676, 1112, 789, 1122]
proceeding-block — [646, 313, 1076, 382]
proceeding-description: ИП 373303/24/77054-ИП в отношении АО "НАУЧНО - ИССЛЕДОВАТЕЛЬСКИЙ И ПРОЕКТНЫЙ ИНСТИТУТ ГРАЖДАНСКОГО СТРОИТЕЛЬСТВА, БЛАГОУСТРОЙСТВА И ГОРОДСКОГО ДИЗАЙНА "МОСПРОЕКТ-3" возбуждено 16.07.2024 в 77054 на основании ИД: постановление судебного пристава-исполнителя (ФССП России) (8) № 77054/23/586799 от 20.11.2023, выданный органом ОСП по Центральному АО №2 ГУФССП России по г. Москве (код по ОКОГУ 1318025) в пользу взыскателя ОСП по Центральному АО №2 ГУФССП России по г. Москве. Предмет исполнения: Исполнительский сбор, сумма долга 21462.60 руб. (1050000). Задолженность по исполнительному производству составляет: — [32, 347, 428, 400]
debt-line: Остаток основного долга: 1 910.47 р. — [50, 997, 165, 1007]
proceeding-description: ИП 173769/24/77054-ИП в отношении АО "НАУЧНО - ИССЛЕДОВАТЕЛЬСКИЙ И ПРОЕКТНЫЙ ИНСТИТУТ ГРАЖДАНСКОГО СТРОИТЕЛЬСТВА, БЛАГОУСТРОЙСТВА И ГОРОДСКОГО ДИЗАЙНА "МОСПРОЕКТ-3" возбуждено 01.04.2024 в 77054 на основании ИД: исполнительный лист (1) № ФС 045887417 от 09.02.2024, выданный органом Арбитражный суд города Санкт-Петербурга и Ленинградской области (код по ОКОГУ 1400027), подразделением 78AS0056 в пользу взыскателя ООО "ФОРТРЕНТ". Предмет исполнения: Иные взыскания имущественного характера в пользу физических и юридических лиц, сумма долга 17893473.02 руб. (1160000). Задолженность по исполнительному производству составляет: — [32, 1246, 418, 1307]
debt-line: Остаток основного долга: 1 346 263.54 р. — [676, 1215, 804, 1225]
debt-line: Остаток основного долга: 17 893 473.02 р. — [50, 1315, 182, 1325]
